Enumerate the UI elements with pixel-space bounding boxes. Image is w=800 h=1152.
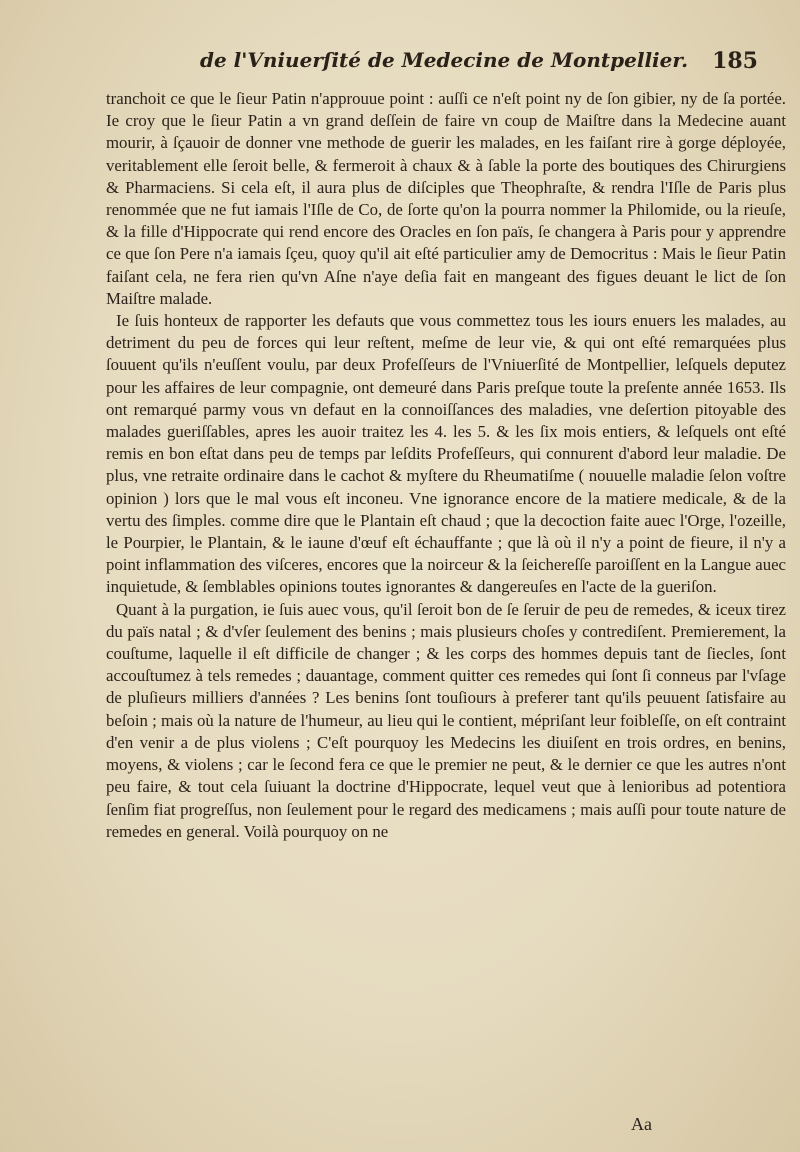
running-head: de l'Vniuerſité de Medecine de Montpellier.	[200, 48, 689, 72]
paragraph-2: Ie ſuis honteux de rapporter les defauts que vous commettez tous les iours enuers les malades, au detriment du peu de forces qui leur reſtent, meſme de leur vie, & qui ont eſté remarquées plus ſouuent qu'ils n'euſſent voulu, par deux Profeſſeurs de l'Vniuerſité de Montpellier, leſquels deputez pour les affaires de leur compagnie, ont demeuré dans Paris preſque toute la preſente année 1653. Ils ont remarqué parmy vous vn defaut en la connoiſſances des maladies, vne deſertion pitoyable des malades gueriſſables, apres les auoir traitez les 4. les 5. & les ſix mois entiers, & leſquels ont eſté remis en bon eſtat dans peu de temps par leſdits Profeſſeurs, qui connurent d'abord leur maladie. De plus, vne retraite ordinaire dans le cachot & myſtere du Rheumatiſme ( nouuelle maladie ſelon voſtre opinion ) lors que le mal vous eſt inconeu. Vne ignorance encore de la matiere medicale, & de la vertu des ſimples. comme dire que le Plantain eſt chaud ; que la decoction faite auec l'Orge, l'ozeille, le Pourpier, le Plantain, & le iaune d'œuf eſt échauffante ; que là où il n'y a point de fieure, il n'y a point inflammation des viſceres, encores que la noirceur & la ſeichereſſe paroiſſent en la Langue auec inquietude, & ſemblables opinions toutes ignorantes & dangereuſes en l'acte de la gueriſon.	[106, 311, 786, 597]
page-number: 185	[712, 48, 758, 74]
text-body	[106, 88, 786, 843]
paragraph-3: Quant à la purgation, ie ſuis auec vous, qu'il ſeroit bon de ſe ſeruir de peu de remedes, & iceux tirez du païs natal ; & d'vſer ſeulement des benins ; mais plusieurs choſes y contrediſent. Premierement, la couſtume, laquelle il eſt difficile de changer ; & les corps des hommes depuis tant de ſiecles, ſont accouſtumez à tels remedes ; dauantage, comment quitter ces remedes qui ſont ſi conneus par l'vſage de pluſieurs milliers d'années ? Les benins ſont touſiours à preferer tant qu'ils peuuent ſatisfaire au beſoin ; mais où la nature de l'humeur, au lieu qui le contient, mépriſant leur foibleſſe, on eſt contraint d'en venir a de plus violens ; C'eſt pourquoy les Medecins les diuiſent en trois ordres, en benins, moyens, & violens ; car le ſecond fera ce que le premier ne peut, & le dernier ce que les autres n'ont peu faire, & tout cela ſuiuant la doctrine d'Hippocrate, lequel veut que à lenioribus ad potentiora ſenſim fiat progreſſus, non ſeulement pour le regard des medicamens ; mais auſſi pour toute nature de remedes en general. Voilà pourquoy on ne	[106, 599, 786, 841]
page-header	[200, 48, 764, 84]
catchword: Aa	[631, 1114, 652, 1134]
paragraph-1: tranchoit ce que le ſieur Patin n'approuue point : auſſi ce n'eſt point ny de ſon gibier, ny de ſa portée. Ie croy que le ſieur Patin a vn grand deſſein de faire vn coup de Maiſtre dans la Medecine auant mourir, à ſçauoir de donner vne methode de guerir les malades, en les faiſant rire à gorge déployée, veritablement elle ſeroit belle, & fermeroit à chaux & à ſable la porte des boutiques des Chirurgiens & Pharmaciens. Si cela eſt, il aura plus de diſciples que Theophraſte, & rendra l'Iſle de Paris plus renommée que ne fut iamais l'Iſle de Co, de ſorte qu'on la pourra nommer la Philomide, ou la rieuſe, & la fille d'Hippocrate qui rend encore des Oracles en ſon païs, ſe changera à Paris pour y apprendre ce que ſon Pere n'a iamais ſçeu, quoy qu'il ait eſté particulier amy de Democritus : Mais le ſieur Patin faiſant cela, ne fera rien qu'vn Aſne n'aye deſia fait en mangeant des figues deuant le lict de ſon Maiſtre malade.	[106, 89, 786, 308]
